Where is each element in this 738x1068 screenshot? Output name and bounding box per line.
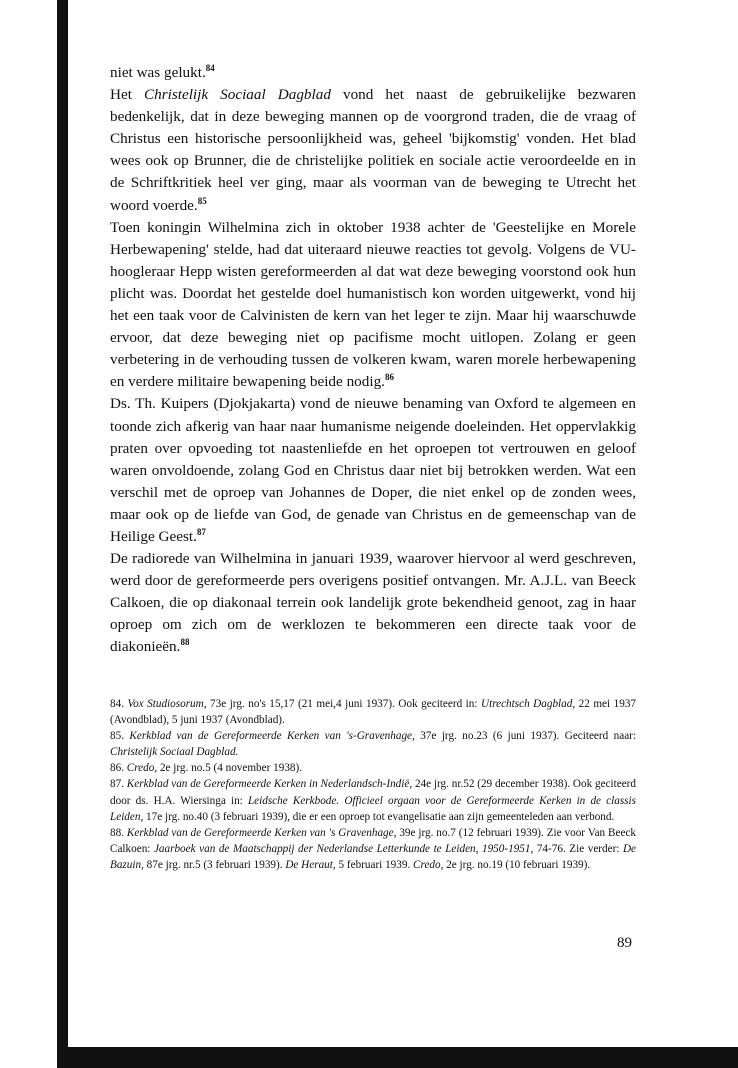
footnote-88: 88. Kerkblad van de Gereformeerde Kerken van 's Gravenhage, 39e jrg. no.7 (12 februari 1939). Zie voor Van Beeck Calkoen: Jaarboek van de Maatschappij der Nederlandse Letterkunde te Leiden, 1950-1951, 74-76. Zie verder: De Bazuin, 87e jrg. nr.5 (3 februari 1939). De Heraut, 5 februari 1939. Credo, 2e jrg. no.19 (10 februari 1939). — [110, 826, 636, 871]
paragraph-4: Ds. Th. Kuipers (Djokjakarta) vond de nieuwe benaming van Oxford te algemeen en toonde zich afkerig van haar naar humanisme neigende doeleinden. Het oppervlakkig praten over opvoeding tot naastenliefde en het oproepen tot vertrouwen en geloof waren onvoldoende, zolang God en Christus daar niet bij betrokken werden. Wat een verschil met de oproep van Johannes de Doper, die niet enkel op de zonden wees, maar ook op de liefde van God, de genade van Christus en de gemeenschap van de Heilige Geest.$^{87}$ — [110, 395, 636, 545]
footnote-86: 86. Credo, 2e jrg. no.5 (4 november 1938). — [110, 762, 303, 775]
footnote-87: 87. Kerkblad van de Gereformeerde Kerken in Nederlandsch-Indië, 24e jrg. nr.52 (29 december 1938). Ook geciteerd door ds. H.A. Wiersinga in: Leidsche Kerkbode. Officieel orgaan voor de Gereformeerde Kerken in de classis Leiden, 17e jrg. no.40 (3 februari 1939), die er een oproep tot evangelisatie aan zijn gemeenteleden aan verbond. — [110, 778, 636, 823]
paragraph-2: Het Christelijk Sociaal Dagblad vond het naast de gebruikelijke bezwaren bedenkelijk, dat in deze beweging mannen op de voorgrond traden, die de vraag of Christus een historische persoonlijkheid was, geheel 'bijkomstig' vonden. Het blad wees ook op Brunner, die de christelijke politiek en sociale actie veroordeelde en in de Schriftkritiek heel ver ging, maar als voorman van de beweging te Utrecht het woord voerde.$^{85}$ — [110, 86, 636, 214]
footnote-84: 84. Vox Studiosorum, 73e jrg. no's 15,17 (21 mei,4 juni 1937). Ook geciteerd in: Utrechtsch Dagblad, 22 mei 1937 (Avondblad), 5 juni 1937 (Avondblad). — [110, 698, 637, 727]
paragraph-5: De radiorede van Wilhelmina in januari 1939, waarover hiervoor al werd geschreven, werd door de gereformeerde pers overigens positief ontvangen. Mr. A.J.L. van Beeck Calkoen, die op diakonaal terrein ook landelijk grote bekendheid genoot, zag in haar oproep om zich om de werklozen te bekommeren een directe taak voor de diakonieën.$^{88}$ — [110, 550, 636, 656]
paragraph-1: niet was gelukt.$^{84}$ — [110, 62, 215, 81]
paragraph-3: Toen koningin Wilhelmina zich in oktober 1938 achter de 'Geestelijke en Morele Herbewapening' stelde, had dat uiteraard nieuwe reacties tot gevolg. Volgens de VU-hoogleraar Hepp wisten gereformeerden al dat wat deze beweging voorstond ook hun plicht was. Doordat het gestelde doel humanistisch kon worden uitgewerkt, vond hij het een taak voor de Calvinisten de kern van het leger te zijn. Maar hij waarschuwde ervoor, dat deze beweging niet op pacifisme mocht uitlopen. Zolang er geen verbetering in de verhouding tussen de volkeren kwam, waren morele herbewapening en verdere militaire bewapening beide nodig.$^{86}$ — [110, 218, 636, 391]
paper-title: Christelijk Sociaal Dagblad — [143, 86, 331, 104]
scan-border-left — [57, 0, 68, 1068]
main-text — [110, 62, 636, 659]
footnote-ref-88: 88 — [180, 637, 190, 648]
footnote-ref-87: 87 — [196, 526, 206, 537]
footnote-ref-86: 86 — [384, 372, 394, 383]
scan-border-bottom — [57, 1047, 738, 1068]
footnote-85: 85. Kerkblad van de Gereformeerde Kerken van 's-Gravenhage, 37e jrg. no.23 (6 juni 1937). Geciteerd naar: Christelijk Sociaal Dagblad. — [110, 730, 636, 759]
footnotes — [110, 696, 636, 873]
page-number: 89 — [617, 935, 632, 951]
footnote-ref-84: 84 — [205, 62, 215, 73]
footnote-ref-85: 85 — [197, 195, 207, 206]
